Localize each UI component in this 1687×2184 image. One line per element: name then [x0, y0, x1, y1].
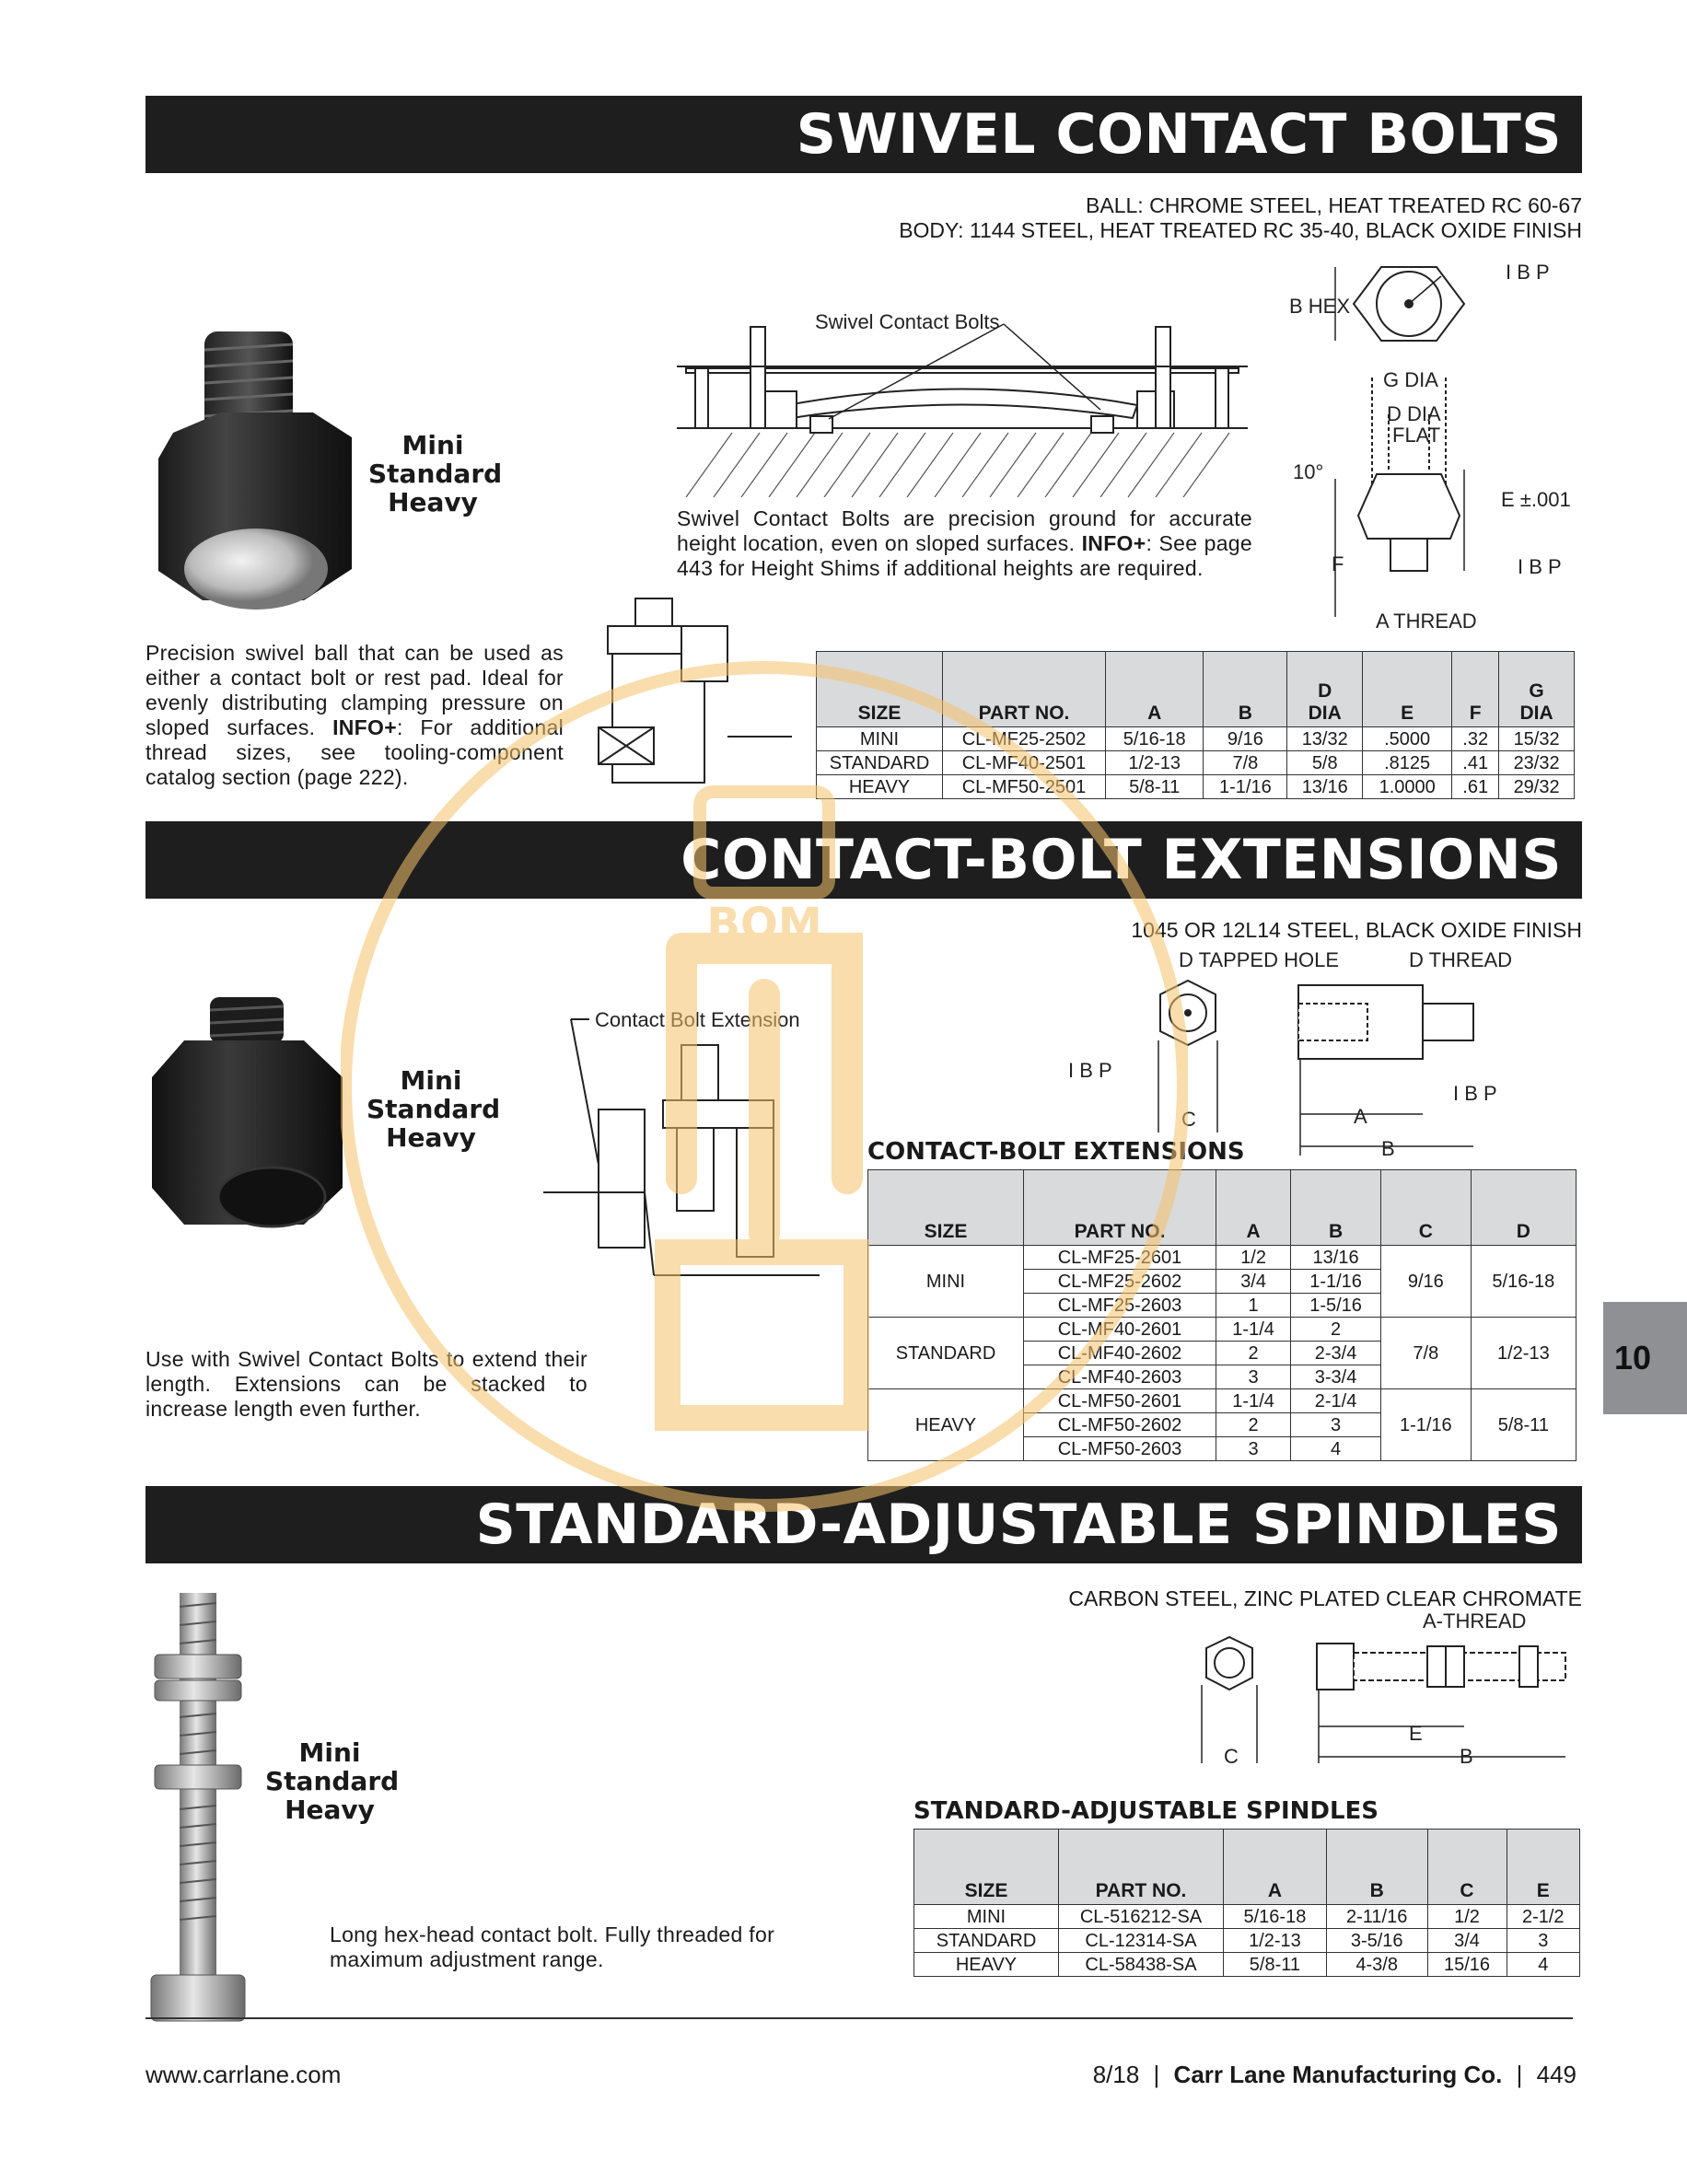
col-header: G DIA [1499, 652, 1575, 727]
spec-line: BALL: CHROME STEEL, HEAT TREATED RC 60-67 [1086, 193, 1582, 217]
cell: .5000 [1363, 727, 1452, 751]
material-spec [899, 193, 1582, 243]
dim-label: E [1409, 1722, 1423, 1745]
cell: 23/32 [1499, 751, 1575, 775]
col-header: E [1507, 1830, 1580, 1905]
cell: 5/8-11 [1224, 1953, 1327, 1977]
table-row [817, 775, 1575, 799]
cell: CL-MF50-2501 [943, 775, 1106, 799]
desc-text: : See page 443 for Height Shims if additional heights are required. [677, 531, 1252, 580]
diagram-callout: Swivel Contact Bolts [815, 310, 1000, 333]
cell: 1-1/16 [1291, 1270, 1381, 1294]
table-row [868, 1389, 1576, 1413]
cell: CL-MF25-2502 [943, 727, 1106, 751]
cell: 13/16 [1287, 775, 1363, 799]
col-header: C [1380, 1170, 1471, 1246]
section-title: STANDARD-ADJUSTABLE SPINDLES [475, 1493, 1562, 1557]
col-header: PART NO. [1059, 1830, 1224, 1905]
cell: 3 [1216, 1437, 1291, 1461]
cell: 1-5/16 [1291, 1294, 1381, 1318]
col-header: B [1326, 1830, 1427, 1905]
cell: 3/4 [1216, 1270, 1291, 1294]
cell: 7/8 [1204, 751, 1287, 775]
footer-date: 8/18 [1092, 2061, 1140, 2088]
size-list [366, 1065, 501, 1153]
dim-label: G DIA [1383, 368, 1438, 391]
cell: 1/2-13 [1106, 751, 1204, 775]
extension-application-diagram [543, 1008, 847, 1284]
footer-url[interactable]: www.carrlane.com [145, 2061, 342, 2088]
dim-label: D TAPPED HOLE [1179, 948, 1340, 971]
cell: 3 [1291, 1413, 1381, 1437]
page-number: 449 [1536, 2061, 1576, 2088]
footer-right [1093, 2061, 1576, 2089]
table-row [914, 1929, 1580, 1953]
extension-dimension-drawing [1059, 939, 1519, 1160]
size-label: Standard [366, 1094, 501, 1124]
swivel-application-diagram [677, 304, 1248, 497]
dim-label: I B P [1518, 555, 1562, 578]
cell: CL-MF25-2603 [1024, 1294, 1216, 1318]
cell: 13/32 [1287, 727, 1363, 751]
chapter-tab[interactable]: 10 [1603, 1302, 1687, 1414]
cell: CL-MF50-2601 [1024, 1389, 1216, 1413]
cell: STANDARD [868, 1318, 1024, 1389]
size-list [265, 1737, 400, 1825]
spec-line: BODY: 1144 STEEL, HEAT TREATED RC 35-40, BLACK OXIDE FINISH [899, 218, 1582, 242]
diagram-callout: Contact Bolt Extension [595, 1008, 800, 1031]
cell: 5/8-11 [1471, 1389, 1576, 1461]
table-title: CONTACT-BOLT EXTENSIONS [867, 1138, 1245, 1166]
swivel-precision-note [677, 506, 1252, 581]
watermark-brand: BOM [706, 899, 822, 950]
cell: 4 [1291, 1437, 1381, 1461]
table-row [817, 727, 1575, 751]
col-header: SIZE [817, 652, 943, 727]
col-header: PART NO. [943, 652, 1106, 727]
cell: 1-1/16 [1204, 775, 1287, 799]
cell: 2 [1216, 1413, 1291, 1437]
cell: CL-MF40-2501 [943, 751, 1106, 775]
cell: 2-11/16 [1326, 1905, 1427, 1929]
cell: 3-3/4 [1291, 1365, 1381, 1389]
size-label: Standard [368, 459, 503, 489]
desc-text: Precision swivel ball that can be used as either a contact bolt or rest pad. Ideal for evenly distributing clamping pressure on sloped surfaces. [145, 641, 564, 739]
section-banner-extensions [145, 821, 1582, 899]
dim-label: A [1354, 1105, 1367, 1128]
cell: MINI [868, 1246, 1024, 1318]
cell: CL-516212-SA [1059, 1905, 1224, 1929]
cell: 5/8 [1287, 751, 1363, 775]
dim-label: B [1381, 1137, 1395, 1160]
cell: CL-MF40-2601 [1024, 1318, 1216, 1342]
cell: 3 [1507, 1929, 1580, 1953]
cell: 3/4 [1427, 1929, 1507, 1953]
table-row [868, 1246, 1576, 1270]
cell: .32 [1452, 727, 1499, 751]
cell: 1-1/4 [1216, 1389, 1291, 1413]
col-header: A [1216, 1170, 1291, 1246]
cell: 1-1/16 [1380, 1389, 1471, 1461]
cell: CL-MF25-2601 [1024, 1246, 1216, 1270]
cell: 2-1/2 [1507, 1905, 1580, 1929]
col-header: B [1291, 1170, 1381, 1246]
cell: 1/2-13 [1471, 1318, 1576, 1389]
dim-label: I B P [1068, 1059, 1112, 1082]
cell: CL-MF50-2603 [1024, 1437, 1216, 1461]
dim-label: D DIA [1387, 402, 1441, 425]
info-plus-label: INFO+ [332, 715, 397, 739]
cell: .61 [1452, 775, 1499, 799]
dim-label: I B P [1506, 261, 1550, 284]
cell: HEAVY [817, 775, 943, 799]
cell: 2-1/4 [1291, 1389, 1381, 1413]
spindle-photo [147, 1588, 258, 2030]
dim-label: B HEX [1289, 295, 1351, 318]
cell: 3-5/16 [1326, 1929, 1427, 1953]
col-header: PART NO. [1024, 1170, 1216, 1246]
cell: STANDARD [914, 1929, 1059, 1953]
section-banner-spindles [145, 1486, 1582, 1563]
col-header: E [1363, 652, 1452, 727]
cell: MINI [817, 727, 943, 751]
cell: 1/2 [1216, 1246, 1291, 1270]
table-title: STANDARD-ADJUSTABLE SPINDLES [913, 1797, 1379, 1825]
cell: STANDARD [817, 751, 943, 775]
cell: 5/16-18 [1224, 1905, 1327, 1929]
footer-separator: | [1516, 2061, 1523, 2088]
spindle-spec-table [913, 1829, 1580, 1977]
dim-label: I B P [1453, 1082, 1497, 1105]
dim-label: C [1181, 1108, 1196, 1131]
cell: .41 [1452, 751, 1499, 775]
size-label: Standard [265, 1766, 400, 1796]
cell: CL-12314-SA [1059, 1929, 1224, 1953]
size-list [368, 430, 503, 517]
footer-rule [145, 2017, 1573, 2019]
cell: 15/32 [1499, 727, 1575, 751]
cell: 4-3/8 [1326, 1953, 1427, 1977]
spec-line: 1045 OR 12L14 STEEL, BLACK OXIDE FINISH [1131, 918, 1582, 942]
col-header: A [1224, 1830, 1327, 1905]
section-banner-swivel [145, 96, 1582, 173]
size-label: Heavy [285, 1795, 375, 1825]
col-header: C [1427, 1830, 1507, 1905]
col-header: D [1471, 1170, 1576, 1246]
cell: 1/2 [1427, 1905, 1507, 1929]
swivel-spec-table [816, 651, 1575, 799]
footer-separator: | [1153, 2061, 1160, 2088]
dim-label: A THREAD [1376, 610, 1477, 633]
spindle-dimension-drawing [1151, 1602, 1584, 1768]
dim-label: D THREAD [1409, 948, 1513, 971]
cell: 5/16-18 [1106, 727, 1204, 751]
section-title: CONTACT-BOLT EXTENSIONS [681, 828, 1562, 892]
cell: 13/16 [1291, 1246, 1381, 1270]
swivel-detail-drawing [589, 589, 792, 801]
desc-text: : For additional thread sizes, see tooling-component catalog section (page 222). [145, 715, 564, 789]
desc-text: Swivel Contact Bolts are precision ground for accurate height location, even on sloped surfaces. [677, 506, 1252, 555]
size-label: Mini [298, 1737, 361, 1768]
extension-spec-table [867, 1169, 1576, 1461]
size-label: Heavy [386, 1122, 476, 1153]
col-header: B [1204, 652, 1287, 727]
dim-label: FLAT [1392, 424, 1441, 447]
cell: 29/32 [1499, 775, 1575, 799]
section-title: SWIVEL CONTACT BOLTS [796, 102, 1562, 167]
cell: 2 [1216, 1342, 1291, 1365]
size-label: Heavy [388, 487, 478, 517]
cell: CL-MF50-2602 [1024, 1413, 1216, 1437]
dim-label: F [1332, 552, 1344, 575]
dim-label: 10° [1293, 460, 1324, 483]
table-row [914, 1953, 1580, 1977]
cell: CL-MF40-2602 [1024, 1342, 1216, 1365]
col-header: SIZE [868, 1170, 1024, 1246]
spindle-description: Long hex-head contact bolt. Fully threaded for maximum adjustment range. [330, 1923, 775, 1971]
cell: 1/2-13 [1224, 1929, 1327, 1953]
cell: 9/16 [1380, 1246, 1471, 1318]
cell: 15/16 [1427, 1953, 1507, 1977]
cell: 5/16-18 [1471, 1246, 1576, 1318]
dim-label: B [1460, 1745, 1473, 1768]
cell: HEAVY [868, 1389, 1024, 1461]
dim-label: A-THREAD [1423, 1609, 1527, 1632]
cell: .8125 [1363, 751, 1452, 775]
table-header-row [868, 1170, 1576, 1246]
cell: 7/8 [1380, 1318, 1471, 1389]
col-header: SIZE [914, 1830, 1059, 1905]
swivel-description [145, 641, 564, 790]
cell: 3 [1216, 1365, 1291, 1389]
cell: 4 [1507, 1953, 1580, 1977]
size-label: Mini [401, 430, 464, 460]
col-header: A [1106, 652, 1204, 727]
cell: HEAVY [914, 1953, 1059, 1977]
cell: CL-MF25-2602 [1024, 1270, 1216, 1294]
cell: 1-1/4 [1216, 1318, 1291, 1342]
extension-photo [147, 990, 359, 1229]
dim-label: C [1224, 1745, 1239, 1768]
cell: 2 [1291, 1318, 1381, 1342]
table-row [868, 1318, 1576, 1342]
cell: 5/8-11 [1106, 775, 1204, 799]
swivel-dimension-drawing [1280, 249, 1584, 645]
spec-line: CARBON STEEL, ZINC PLATED CLEAR CHROMATE [1068, 1586, 1582, 1610]
cell: 1.0000 [1363, 775, 1452, 799]
cell: 1 [1216, 1294, 1291, 1318]
table-row [914, 1905, 1580, 1929]
cell: CL-MF40-2603 [1024, 1365, 1216, 1389]
size-label: Mini [400, 1065, 462, 1096]
table-header-row [817, 652, 1575, 727]
table-header-row [914, 1830, 1580, 1905]
cell: MINI [914, 1905, 1059, 1929]
table-row [817, 751, 1575, 775]
cell: CL-58438-SA [1059, 1953, 1224, 1977]
col-header: D DIA [1287, 652, 1363, 727]
col-header: F [1452, 652, 1499, 727]
dim-label: E ±.001 [1501, 488, 1571, 511]
extension-description: Use with Swivel Contact Bolts to extend their length. Extensions can be stacked to increase length even further. [145, 1347, 588, 1421]
footer-company: Carr Lane Manufacturing Co. [1173, 2061, 1503, 2088]
swivel-bolt-photo [147, 322, 368, 635]
cell: 2-3/4 [1291, 1342, 1381, 1365]
info-plus-label: INFO+ [1081, 531, 1146, 555]
cell: 9/16 [1204, 727, 1287, 751]
